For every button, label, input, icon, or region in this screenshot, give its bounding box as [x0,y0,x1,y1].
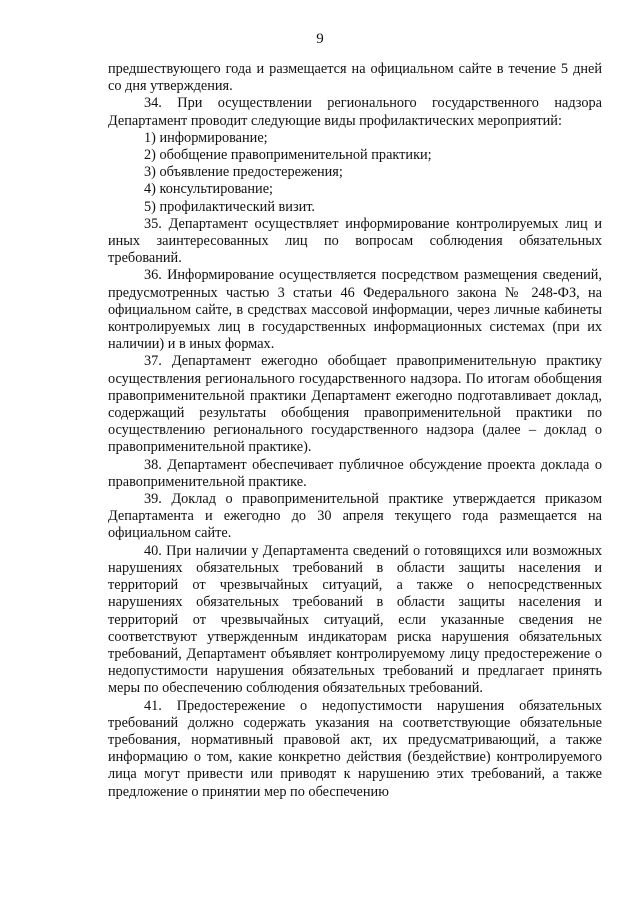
paragraph: 37. Департамент ежегодно обобщает правоприменительную практику осуществления регионального государственного надзора. По итогам обобщения правоприменительной практики Департамент ежегодно подготавливает доклад, содержащий результаты обобщения правоприменительной практики по осуществлению регионального государственного надзора (далее – доклад о правоприменительной практике). [108,353,602,456]
paragraph: 40. При наличии у Департамента сведений о готовящихся или возможных нарушениях обязательных требований в области защиты населения и территорий от чрезвычайных ситуаций, а также о непосредственных нарушениях обязательных требований в области защиты населения и территорий от чрезвычайных ситуаций, если указанные сведения не соответствуют утвержденным индикаторам риска нарушения обязательных требований, Департамент объявляет контролируемому лицу предостережение о недопустимости нарушения обязательных требований и предлагает принять меры по обеспечению соблюдения обязательных требований. [108,542,602,697]
paragraph: 34. При осуществлении регионального государственного надзора Департамент проводит следующие виды профилактических мероприятий: [108,95,602,129]
paragraph: 41. Предостережение о недопустимости нарушения обязательных требований должно содержать указания на соответствующие обязательные требования, нормативный правовой акт, их предусматривающий, а также информацию о том, какие конкретно действия (бездействие) контролируемого лица могут привести или приводят к нарушению этих требований, а также предложение о принятии мер по обеспечению [108,697,602,800]
page-number: 9 [316,31,324,47]
paragraph: 36. Информирование осуществляется посредством размещения сведений, предусмотренных частью 3 статьи 46 Федерального закона № 248-ФЗ, на официальном сайте, в средствах массовой информации, через личные кабинеты контролируемых лиц в государственных информационных системах (при их наличии) и в иных формах. [108,267,602,353]
paragraph: предшествующего года и размещается на официальном сайте в течение 5 дней со дня утверждения. [108,61,602,95]
list-item: 1) информирование; [144,129,268,146]
list-item: 2) обобщение правоприменительной практики; [144,147,432,164]
paragraph: 35. Департамент осуществляет информирование контролируемых лиц и иных заинтересованных лиц по вопросам соблюдения обязательных требований. [108,215,602,267]
document-body [108,61,602,801]
paragraph: 38. Департамент обеспечивает публичное обсуждение проекта доклада о правоприменительной практике. [108,456,602,490]
list-item: 4) консультирование; [144,181,274,198]
paragraph: 39. Доклад о правоприменительной практике утверждается приказом Департамента и ежегодно до 30 апреля текущего года размещается на официальном сайте. [108,491,602,542]
list-item: 3) объявление предостережения; [144,164,343,181]
list-item: 5) профилактический визит. [144,198,315,215]
